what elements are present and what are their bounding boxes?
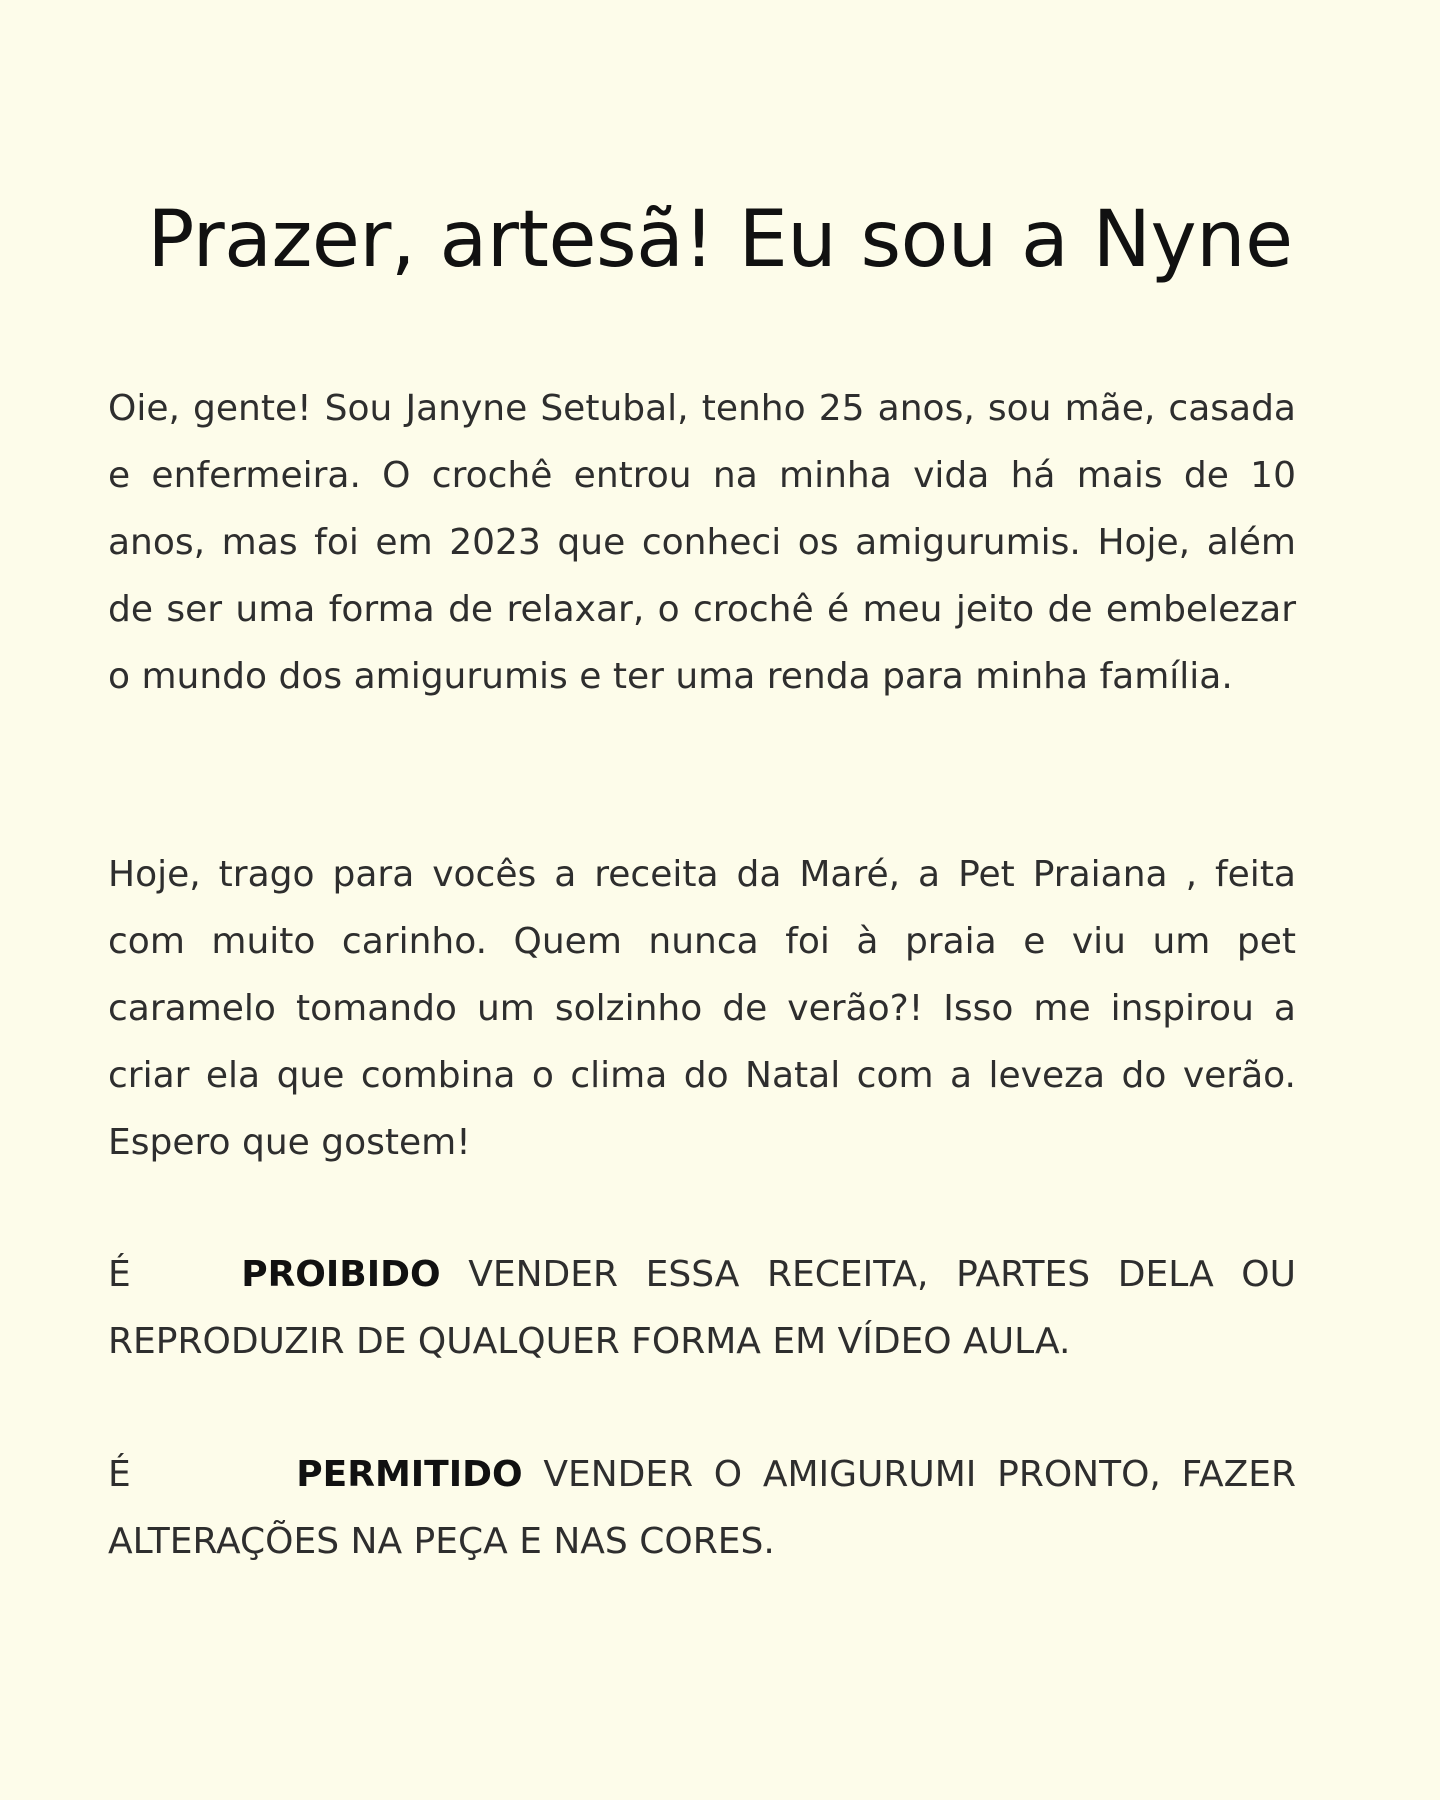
permitted-keyword: PERMITIDO (296, 1454, 523, 1495)
recipe-paragraph: Hoje, trago para vocês a receita da Maré, a Pet Praiana , feita com muito carinho. Quem nunca foi à praia e viu um pet caramelo tomando um solzinho de verão?! Isso me inspirou a criar ela que combina o clima do Natal com a leveza do verão. Espero que gostem! (108, 854, 1296, 1163)
prohibited-text: VENDER ESSA RECEITA, PARTES DELA OU REPRODUZIR DE QUALQUER FORMA EM VÍDEO AULA. (108, 1254, 1296, 1362)
intro-paragraph: Oie, gente! Sou Janyne Setubal, tenho 25 anos, sou mãe, casada e enfermeira. O crochê entrou na minha vida há mais de 10 anos, mas foi em 2023 que conheci os amigurumis. Hoje, além de ser uma forma de relaxar, o crochê é meu jeito de embelezar o mundo dos amigurumis e ter uma renda para minha família. (108, 388, 1296, 697)
prohibited-notice (108, 1241, 1296, 1375)
prohibited-prefix: É (108, 1254, 131, 1295)
permitted-prefix: É (108, 1454, 131, 1495)
permitted-text: VENDER O AMIGURUMI PRONTO, FAZER ALTERAÇÕES NA PEÇA E NAS CORES. (108, 1454, 1297, 1562)
prohibited-keyword: PROIBIDO (241, 1254, 441, 1295)
page-title: Prazer, artesã! Eu sou a Nyne (147, 195, 1293, 285)
permitted-notice (108, 1441, 1296, 1575)
